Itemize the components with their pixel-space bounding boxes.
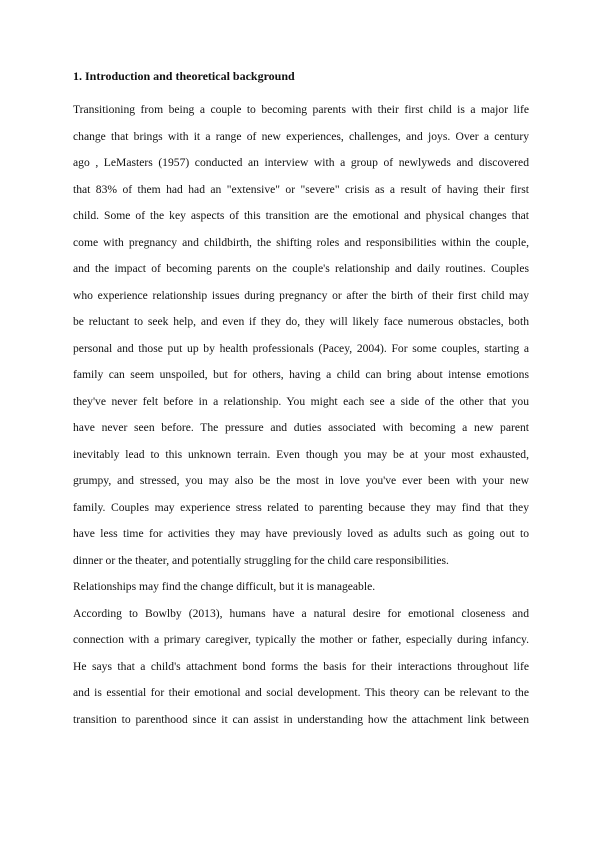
text-line: child. Some of the key aspects of this transition are the emotional and physical changes that <box>73 209 529 222</box>
text-line: have less time for activities they may have previously loved as adults such as going out to <box>73 527 529 540</box>
text-line: Transitioning from being a couple to becoming parents with their first child is a major life <box>73 103 529 116</box>
text-line: connection with a primary caregiver, typically the mother or father, especially during infancy. <box>73 633 529 646</box>
text-line: family can seem unspoiled, but for others, having a child can bring about intense emotions <box>73 368 529 381</box>
text-line: and is essential for their emotional and social development. This theory can be relevant to the <box>73 686 529 699</box>
text-line: inevitably lead to this unknown terrain. Even though you may be at your most exhausted, <box>73 447 529 461</box>
text-line: transition to parenthood since it can assist in understanding how the attachment link between <box>73 712 529 726</box>
text-line: personal and those put up by health professionals (Pacey, 2004). For some couples, starting a <box>73 341 529 355</box>
text-line: According to Bowlby (2013), humans have a natural desire for emotional closeness and <box>73 606 529 620</box>
text-line: ago , LeMasters (1957) conducted an interview with a group of newlyweds and discovered <box>73 156 529 169</box>
text-line: grumpy, and stressed, you may also be the most in love you've ever been with your new <box>73 474 529 487</box>
paragraph-attachment-theory <box>73 601 529 734</box>
text-line: come with pregnancy and childbirth, the shifting roles and responsibilities within the couple, <box>73 235 529 249</box>
text-line: who experience relationship issues during pregnancy or after the birth of their first child may <box>73 288 529 302</box>
text-line: be reluctant to seek help, and even if they do, they will likely face numerous obstacles, both <box>73 315 529 328</box>
text-line: family. Couples may experience stress related to parenting because they may find that they <box>73 500 529 514</box>
text-line: He says that a child's attachment bond forms the basis for their interactions throughout life <box>73 659 529 673</box>
text-line: they've never felt before in a relationship. You might each see a side of the other that you <box>73 394 529 408</box>
text-line: have never seen before. The pressure and duties associated with becoming a new parent <box>73 421 529 434</box>
text-line: change that brings with it a range of new experiences, challenges, and joys. Over a century <box>73 129 529 143</box>
document-body <box>73 68 529 733</box>
paragraph-introduction <box>73 97 529 601</box>
text-line: dinner or the theater, and potentially struggling for the child care responsibilities. <box>73 553 449 567</box>
text-line: and the impact of becoming parents on the couple's relationship and daily routines. Couples <box>73 262 529 275</box>
section-heading: 1. Introduction and theoretical background <box>73 69 295 83</box>
text-line: that 83% of them had had an "extensive" or "severe" crisis as a result of having their first <box>73 182 529 196</box>
text-line: Relationships may find the change difficult, but it is manageable. <box>73 580 376 593</box>
